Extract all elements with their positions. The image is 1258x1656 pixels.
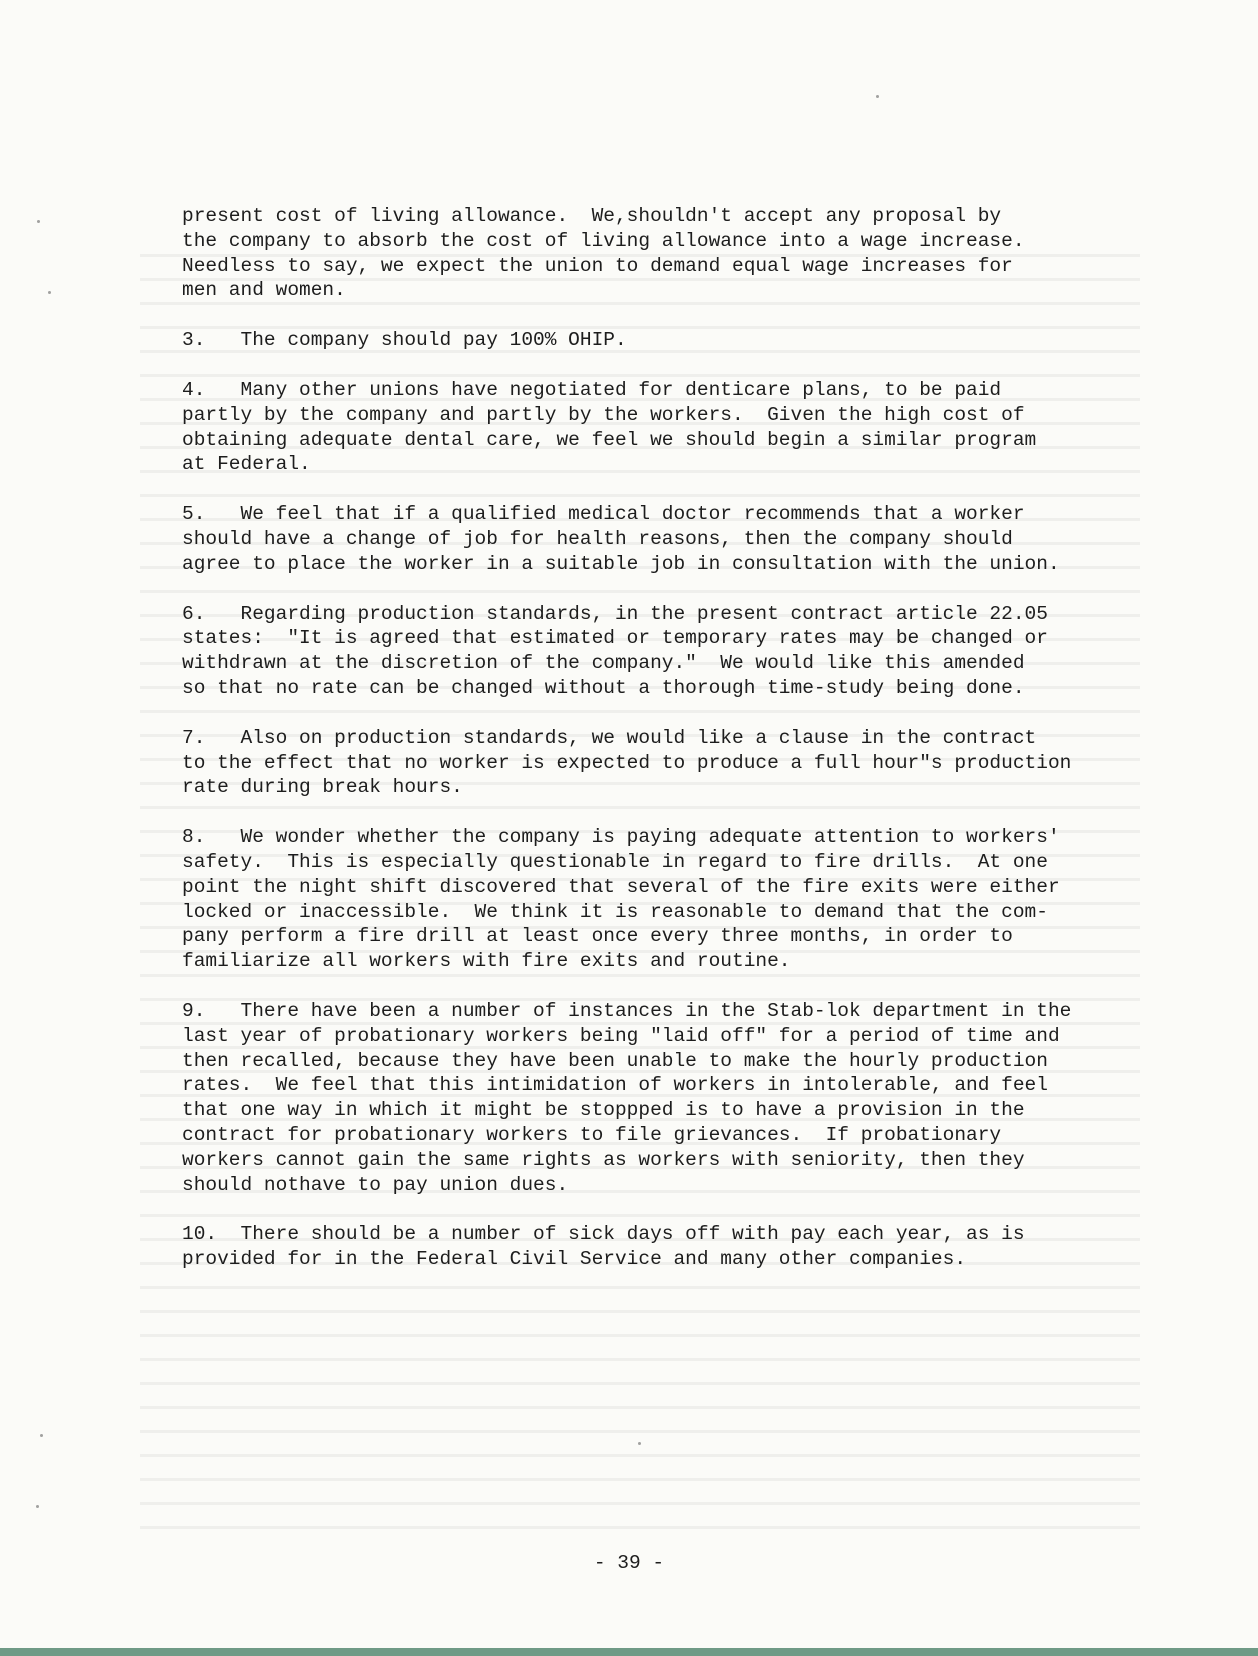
text-line: 10. There should be a number of sick days off with pay each year, as is [182, 1223, 1025, 1246]
text-line: familiarize all workers with fire exits and routine. [182, 950, 791, 973]
text-line: at Federal. [182, 453, 311, 476]
paragraph [182, 726, 1172, 800]
text-line: 4. Many other unions have negotiated for denticare plans, to be paid [182, 378, 1002, 401]
text-line: 9. There have been a number of instances in the Stab-lok department in the [182, 999, 1072, 1022]
text-line: then recalled, because they have been unable to make the hourly production [182, 1049, 1048, 1072]
text-line: should nothave to pay union dues. [182, 1173, 569, 1196]
paragraph [182, 502, 1172, 576]
text-line: contract for probationary workers to file grievances. If probationary [182, 1123, 1002, 1146]
paper-speck [37, 220, 40, 223]
paper-speck [36, 1505, 39, 1508]
text-line: rate during break hours. [182, 776, 463, 799]
text-line: locked or inaccessible. We think it is reasonable to demand that the com- [182, 900, 1048, 923]
paragraph [182, 825, 1172, 974]
text-line: safety. This is especially questionable in regard to fire drills. At one [182, 850, 1048, 873]
text-line: present cost of living allowance. We,shouldn't accept any proposal by [182, 205, 1002, 227]
paper-speck [876, 95, 879, 98]
paragraph [182, 328, 1172, 353]
paragraph [182, 378, 1172, 477]
text-line: states: "It is agreed that estimated or temporary rates may be changed or [182, 627, 1048, 650]
text-line: obtaining adequate dental care, we feel we should begin a similar program [182, 428, 1037, 451]
paragraph [182, 602, 1172, 701]
text-line: provided for in the Federal Civil Service and many other companies. [182, 1248, 967, 1271]
page-number: - 39 - [593, 1552, 665, 1574]
text-line: 7. Also on production standards, we would like a clause in the contract [182, 726, 1037, 749]
text-line: 3. The company should pay 100% OHIP. [182, 329, 627, 352]
text-line: pany perform a fire drill at least once every three months, in order to [182, 925, 1013, 948]
paper-speck [40, 1434, 43, 1437]
text-line: to the effect that no worker is expected to produce a full hour"s production [182, 751, 1072, 774]
text-line: workers cannot gain the same rights as workers with seniority, then they [182, 1148, 1025, 1171]
text-line: withdrawn at the discretion of the company." We would like this amended [182, 652, 1025, 675]
paper-speck [638, 1442, 641, 1445]
text-line: point the night shift discovered that several of the fire exits were either [182, 875, 1060, 898]
text-line: should have a change of job for health reasons, then the company should [182, 527, 1013, 550]
text-line: last year of probationary workers being "laid off" for a period of time and [182, 1024, 1060, 1047]
text-line: 6. Regarding production standards, in the present contract article 22.05 [182, 602, 1048, 625]
text-line: so that no rate can be changed without a thorough time-study being done. [182, 676, 1025, 699]
text-line: that one way in which it might be stoppped is to have a provision in the [182, 1099, 1025, 1122]
document-body [182, 204, 1172, 1297]
paragraph [182, 1222, 1172, 1272]
text-line: 5. We feel that if a qualified medical doctor recommends that a worker [182, 503, 1025, 526]
paragraph [182, 204, 1172, 303]
text-line: men and women. [182, 279, 346, 302]
text-line: partly by the company and partly by the workers. Given the high cost of [182, 403, 1025, 426]
text-line: Needless to say, we expect the union to demand equal wage increases for [182, 254, 1013, 277]
text-line: 8. We wonder whether the company is paying adequate attention to workers' [182, 826, 1060, 849]
paper-speck [48, 291, 51, 294]
text-line: agree to place the worker in a suitable job in consultation with the union. [182, 552, 1060, 575]
page-bottom-edge [0, 1648, 1258, 1656]
text-line: rates. We feel that this intimidation of workers in intolerable, and feel [182, 1074, 1048, 1097]
text-line: the company to absorb the cost of living allowance into a wage increase. [182, 229, 1025, 252]
paragraph [182, 999, 1172, 1197]
